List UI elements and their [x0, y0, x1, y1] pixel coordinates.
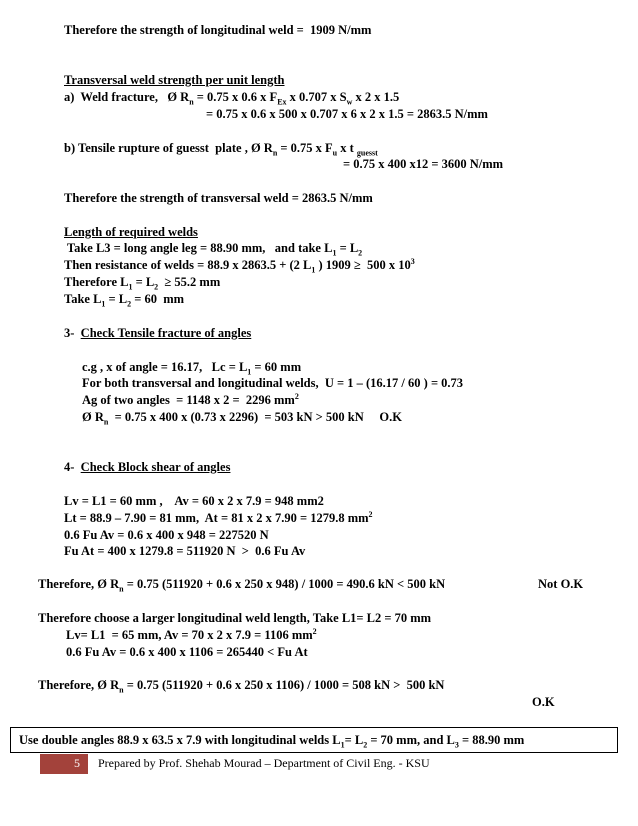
- therefore-line-4: 0.6 Fu Av = 0.6 x 400 x 1106 = 265440 < Fu At: [66, 645, 308, 659]
- transversal-heading: Transversal weld strength per unit length: [64, 73, 285, 87]
- weld-fracture-result: = 0.75 x 0.6 x 500 x 0.707 x 6 x 2 x 1.5 = 2863.5 N/mm: [206, 107, 488, 121]
- section-4-line-3: 0.6 Fu Av = 0.6 x 400 x 948 = 227520 N: [64, 528, 269, 542]
- section-4-heading: 4- Check Block shear of angles: [64, 460, 231, 474]
- conclusion-box: [10, 727, 618, 753]
- ok-label: O.K: [532, 695, 555, 709]
- therefore-line-1: Therefore, Ø $R_n = 0.75$ (511920 + 0.6 x 250 x 948) / 1000 = 490.6 kN < 500 kN: [38, 577, 446, 594]
- not-ok-label: Not O.K: [538, 577, 584, 591]
- weld-fracture-line: a) Weld fracture, Ø $R_n = 0.75$ x 0.6 x $F_{Ex}$ x 0.707 x $S_w$ x 2 x 1.5: [64, 90, 400, 107]
- length-line-1: Take L3 = long angle leg = 88.90 mm, and take $L_1 = L_2$: [64, 241, 363, 258]
- section-3-line-3: Ag of two angles = 1148 x 2 = 2296 $mm^2$: [82, 391, 299, 407]
- conclusion-text: Use double angles 88.9 x 63.5 x 7.9 with longitudinal welds $L_1= L_2 = 70$ mm, and $L_3 = 88.90$ mm: [19, 733, 525, 750]
- section-3-line-4: Ø $R_n = 0.75$ x 400 x (0.73 x 2296) = 503 kN > 500 kN O.K: [82, 410, 402, 427]
- footer-credit: Prepared by Prof. Shehab Mourad – Department of Civil Eng. - KSU: [98, 756, 430, 770]
- section-3-line-2: For both transversal and longitudinal welds, U = 1 – (16.17 / 60 ) = 0.73: [82, 376, 464, 390]
- therefore-line-5: Therefore, Ø $R_n = 0.75$ (511920 + 0.6 x 250 x 1106) / 1000 = 508 kN > 500 kN: [38, 678, 445, 695]
- therefore-line-3: Lv= L1 = 65 mm, Av = 70 x 2 x 7.9 = 1106 $mm^2$: [66, 626, 317, 642]
- section-4-line-1: Lv = L1 = 60 mm , Av = 60 x 2 x 7.9 = 948 mm2: [64, 494, 324, 508]
- length-line-4: Take $L_1 = L_2 = 60$ mm: [64, 292, 185, 309]
- therefore-line-2: Therefore choose a larger longitudinal weld length, Take L1= L2 = 70 mm: [38, 611, 432, 625]
- section-3-heading: 3- Check Tensile fracture of angles: [64, 326, 252, 340]
- section-4-line-2: Lt = 88.9 – 7.90 = 81 mm, At = 81 x 2 x 7.90 = 1279.8 $mm^2$: [64, 509, 373, 525]
- length-line-2: Then resistance of welds = 88.9 x 2863.5 + (2 $L_1$ ) 1909 ≥ 500 x $10^3$: [64, 256, 415, 275]
- length-line-3: Therefore $L_1 = L_2 \ge 55.2$ mm: [64, 275, 221, 292]
- length-heading: Length of required welds: [64, 225, 198, 239]
- longitudinal-strength-line: Therefore the strength of longitudinal weld = 1909 N/mm: [64, 23, 372, 37]
- tensile-rupture-result: = 0.75 x 400 x12 = 3600 N/mm: [343, 157, 504, 171]
- section-3-line-1: c.g , x of angle = 16.17, $Lc = L_1 = 60$ mm: [82, 360, 302, 377]
- transversal-strength-line: Therefore the strength of transversal weld = 2863.5 N/mm: [64, 191, 373, 205]
- footer-page-badge: [40, 754, 88, 774]
- tensile-rupture-line: b) Tensile rupture of guesst plate , Ø $R_n = 0.75$ x $F_u$ x t $_{guesst}$: [64, 141, 378, 158]
- page-number: 5: [74, 756, 80, 770]
- section-4-line-4: Fu At = 400 x 1279.8 = 511920 N > 0.6 Fu Av: [64, 544, 306, 558]
